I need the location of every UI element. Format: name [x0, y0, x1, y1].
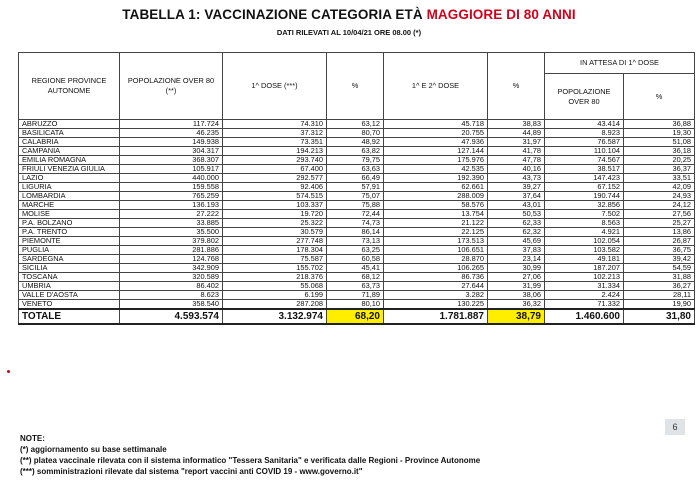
cell-regione: PUGLIA	[19, 246, 120, 255]
cell-dose1: 292.577	[223, 174, 327, 183]
cell-regione: CAMPANIA	[19, 147, 120, 156]
cell-dose1: 19.720	[223, 210, 327, 219]
cell-regione: CALABRIA	[19, 138, 120, 147]
cell-dose2: 3.282	[384, 291, 488, 300]
cell-pct1: 72,44	[327, 210, 384, 219]
cell-attesa-pct: 36,27	[624, 282, 695, 291]
table-row	[19, 129, 695, 138]
cell-pct1: 80,70	[327, 129, 384, 138]
cell-attesa-pct: 36,75	[624, 246, 695, 255]
table-row	[19, 120, 695, 129]
cell-pct2: 23,14	[488, 255, 545, 264]
total-cell-pct1: 68,20	[327, 309, 384, 324]
cell-attesa-pop: 74.567	[545, 156, 624, 165]
cell-attesa-pct: 39,42	[624, 255, 695, 264]
cell-pct1: 48,92	[327, 138, 384, 147]
cell-attesa-pop: 102.213	[545, 273, 624, 282]
table-row	[19, 138, 695, 147]
table-row	[19, 174, 695, 183]
cell-dose1: 194.213	[223, 147, 327, 156]
cell-attesa-pop: 71.332	[545, 300, 624, 310]
cell-attesa-pop: 7.502	[545, 210, 624, 219]
header-attesa-pop: POPOLAZIONE OVER 80	[545, 74, 624, 120]
total-cell-popolazione: 4.593.574	[120, 309, 223, 324]
cell-popolazione: 379.802	[120, 237, 223, 246]
cell-attesa-pct: 42,09	[624, 183, 695, 192]
cell-pct2: 37,83	[488, 246, 545, 255]
cell-attesa-pct: 25,27	[624, 219, 695, 228]
title-prefix: TABELLA 1: VACCINAZIONE CATEGORIA ETÀ	[122, 7, 427, 22]
red-dot-marker	[7, 370, 10, 373]
cell-regione: ABRUZZO	[19, 120, 120, 129]
cell-regione: VALLE D'AOSTA	[19, 291, 120, 300]
cell-dose1: 178.304	[223, 246, 327, 255]
total-cell-pct2: 38,79	[488, 309, 545, 324]
cell-attesa-pct: 19,30	[624, 129, 695, 138]
table-row	[19, 183, 695, 192]
cell-pct2: 44,89	[488, 129, 545, 138]
table-row	[19, 246, 695, 255]
cell-dose2: 20.755	[384, 129, 488, 138]
page-title	[0, 7, 698, 22]
cell-popolazione: 358.540	[120, 300, 223, 310]
notes-heading: NOTE:	[20, 434, 45, 443]
cell-dose2: 175.976	[384, 156, 488, 165]
cell-attesa-pct: 36,18	[624, 147, 695, 156]
cell-pct2: 27,06	[488, 273, 545, 282]
cell-popolazione: 320.589	[120, 273, 223, 282]
cell-regione: MOLISE	[19, 210, 120, 219]
cell-pct1: 75,07	[327, 192, 384, 201]
cell-attesa-pop: 102.054	[545, 237, 624, 246]
cell-pct2: 39,27	[488, 183, 545, 192]
cell-attesa-pct: 24,93	[624, 192, 695, 201]
table-row	[19, 219, 695, 228]
cell-pct2: 38,06	[488, 291, 545, 300]
cell-attesa-pop: 103.582	[545, 246, 624, 255]
cell-pct2: 43,73	[488, 174, 545, 183]
cell-regione: BASILICATA	[19, 129, 120, 138]
cell-dose1: 25.322	[223, 219, 327, 228]
cell-regione: FRIULI VENEZIA GIULIA	[19, 165, 120, 174]
cell-dose2: 288.009	[384, 192, 488, 201]
cell-attesa-pop: 8.563	[545, 219, 624, 228]
table-row	[19, 255, 695, 264]
cell-regione: LAZIO	[19, 174, 120, 183]
cell-popolazione: 105.917	[120, 165, 223, 174]
title-highlight: MAGGIORE DI 80 ANNI	[426, 7, 576, 22]
total-cell-attesa-pop: 1.460.600	[545, 309, 624, 324]
cell-dose1: 287.208	[223, 300, 327, 310]
cell-dose1: 30.579	[223, 228, 327, 237]
cell-pct1: 73,13	[327, 237, 384, 246]
cell-dose1: 103.337	[223, 201, 327, 210]
cell-popolazione: 159.558	[120, 183, 223, 192]
note-item: (**) platea vaccinale rilevata con il sistema informatico "Tessera Sanitaria" e verificata dalle Regioni - Province Autonome	[20, 456, 481, 465]
cell-pct2: 40,16	[488, 165, 545, 174]
cell-pct1: 63,12	[327, 120, 384, 129]
cell-attesa-pop: 43.414	[545, 120, 624, 129]
cell-pct1: 66,49	[327, 174, 384, 183]
cell-dose1: 293.740	[223, 156, 327, 165]
cell-pct1: 63,63	[327, 165, 384, 174]
cell-dose2: 130.225	[384, 300, 488, 310]
cell-dose1: 74.310	[223, 120, 327, 129]
cell-dose2: 42.535	[384, 165, 488, 174]
cell-regione: SICILIA	[19, 264, 120, 273]
table-row	[19, 156, 695, 165]
cell-regione: UMBRIA	[19, 282, 120, 291]
cell-popolazione: 8.623	[120, 291, 223, 300]
note-item: (***) somministrazioni rilevate dal sistema "report vaccini anti COVID 19 - www.governo.it"	[20, 467, 363, 476]
cell-dose2: 127.144	[384, 147, 488, 156]
cell-regione: P.A. BOLZANO	[19, 219, 120, 228]
header-regione: REGIONE PROVINCE AUTONOME	[19, 53, 120, 120]
table-row	[19, 291, 695, 300]
cell-pct2: 62,33	[488, 219, 545, 228]
header-dose2: 1^ E 2^ DOSE	[384, 53, 488, 120]
cell-dose1: 73.351	[223, 138, 327, 147]
cell-popolazione: 440.000	[120, 174, 223, 183]
notes	[20, 433, 480, 477]
vaccination-table	[18, 52, 695, 325]
cell-popolazione: 33.885	[120, 219, 223, 228]
cell-popolazione: 368.307	[120, 156, 223, 165]
table-row	[19, 273, 695, 282]
table-row	[19, 264, 695, 273]
cell-pct1: 80,10	[327, 300, 384, 310]
cell-attesa-pct: 24,12	[624, 201, 695, 210]
cell-dose2: 21.122	[384, 219, 488, 228]
cell-dose2: 192.390	[384, 174, 488, 183]
cell-pct2: 45,69	[488, 237, 545, 246]
header-pct1: %	[327, 53, 384, 120]
header-pct2: %	[488, 53, 545, 120]
cell-dose2: 173.513	[384, 237, 488, 246]
cell-pct2: 31,99	[488, 282, 545, 291]
cell-pct1: 63,25	[327, 246, 384, 255]
cell-popolazione: 304.317	[120, 147, 223, 156]
cell-pct1: 71,89	[327, 291, 384, 300]
total-row	[19, 309, 695, 324]
cell-popolazione: 27.222	[120, 210, 223, 219]
cell-pct2: 31,97	[488, 138, 545, 147]
cell-popolazione: 86.402	[120, 282, 223, 291]
cell-dose2: 27.644	[384, 282, 488, 291]
cell-attesa-pop: 38.517	[545, 165, 624, 174]
cell-attesa-pop: 190.744	[545, 192, 624, 201]
cell-dose1: 6.199	[223, 291, 327, 300]
cell-attesa-pct: 19,90	[624, 300, 695, 310]
cell-pct1: 45,41	[327, 264, 384, 273]
cell-popolazione: 765.259	[120, 192, 223, 201]
cell-pct1: 63,82	[327, 147, 384, 156]
table-row	[19, 282, 695, 291]
header-dose1: 1^ DOSE (***)	[223, 53, 327, 120]
cell-dose1: 92.406	[223, 183, 327, 192]
cell-popolazione: 136.193	[120, 201, 223, 210]
cell-dose2: 106.651	[384, 246, 488, 255]
cell-dose2: 45.718	[384, 120, 488, 129]
cell-attesa-pct: 28,11	[624, 291, 695, 300]
cell-pct2: 37,64	[488, 192, 545, 201]
cell-regione: MARCHE	[19, 201, 120, 210]
cell-pct1: 60,58	[327, 255, 384, 264]
table-row	[19, 300, 695, 310]
note-item: (*) aggiornamento su base settimanale	[20, 445, 167, 454]
cell-regione: TOSCANA	[19, 273, 120, 282]
cell-attesa-pop: 110.104	[545, 147, 624, 156]
cell-attesa-pct: 26,87	[624, 237, 695, 246]
cell-pct1: 68,12	[327, 273, 384, 282]
cell-dose1: 574.515	[223, 192, 327, 201]
cell-attesa-pop: 187.207	[545, 264, 624, 273]
table-row	[19, 147, 695, 156]
cell-popolazione: 46.235	[120, 129, 223, 138]
header-attesa: IN ATTESA DI 1^ DOSE	[545, 53, 695, 74]
cell-pct2: 30,99	[488, 264, 545, 273]
cell-attesa-pop: 76.587	[545, 138, 624, 147]
table-row	[19, 201, 695, 210]
cell-pct2: 36,32	[488, 300, 545, 310]
header-attesa-pct: %	[624, 74, 695, 120]
cell-pct2: 62,32	[488, 228, 545, 237]
cell-pct2: 47,78	[488, 156, 545, 165]
cell-dose2: 22.125	[384, 228, 488, 237]
cell-dose1: 37.312	[223, 129, 327, 138]
cell-dose1: 277.748	[223, 237, 327, 246]
cell-attesa-pop: 4.921	[545, 228, 624, 237]
cell-pct1: 79,75	[327, 156, 384, 165]
cell-dose1: 155.702	[223, 264, 327, 273]
cell-dose1: 67.400	[223, 165, 327, 174]
cell-dose2: 28.870	[384, 255, 488, 264]
cell-attesa-pct: 13,86	[624, 228, 695, 237]
cell-attesa-pct: 31,88	[624, 273, 695, 282]
cell-regione: VENETO	[19, 300, 120, 310]
cell-popolazione: 35.500	[120, 228, 223, 237]
cell-dose2: 62.661	[384, 183, 488, 192]
cell-attesa-pop: 2.424	[545, 291, 624, 300]
total-cell-attesa-pct: 31,80	[624, 309, 695, 324]
cell-pct2: 41,78	[488, 147, 545, 156]
cell-pct2: 43,01	[488, 201, 545, 210]
cell-attesa-pop: 49.181	[545, 255, 624, 264]
cell-dose2: 13.754	[384, 210, 488, 219]
cell-dose2: 58.576	[384, 201, 488, 210]
cell-dose2: 47.936	[384, 138, 488, 147]
table-row	[19, 165, 695, 174]
cell-popolazione: 281.886	[120, 246, 223, 255]
table-row	[19, 192, 695, 201]
cell-attesa-pop: 147.423	[545, 174, 624, 183]
table-body	[19, 120, 695, 325]
cell-pct2: 50,53	[488, 210, 545, 219]
total-cell-dose2: 1.781.887	[384, 309, 488, 324]
cell-attesa-pop: 67.152	[545, 183, 624, 192]
cell-dose1: 75.587	[223, 255, 327, 264]
cell-attesa-pop: 31.334	[545, 282, 624, 291]
cell-regione: PIEMONTE	[19, 237, 120, 246]
total-cell-regione: TOTALE	[19, 309, 120, 324]
cell-dose1: 55.068	[223, 282, 327, 291]
cell-regione: P.A. TRENTO	[19, 228, 120, 237]
cell-regione: LOMBARDIA	[19, 192, 120, 201]
cell-attesa-pct: 33,51	[624, 174, 695, 183]
table-row	[19, 237, 695, 246]
cell-popolazione: 342.909	[120, 264, 223, 273]
cell-attesa-pct: 36,37	[624, 165, 695, 174]
cell-pct1: 74,73	[327, 219, 384, 228]
cell-attesa-pop: 32.856	[545, 201, 624, 210]
cell-popolazione: 124.768	[120, 255, 223, 264]
cell-attesa-pct: 20,25	[624, 156, 695, 165]
cell-pct1: 57,91	[327, 183, 384, 192]
cell-popolazione: 149.938	[120, 138, 223, 147]
table-row	[19, 210, 695, 219]
page-number: 6	[665, 419, 685, 435]
cell-pct1: 75,88	[327, 201, 384, 210]
cell-regione: LIGURIA	[19, 183, 120, 192]
cell-attesa-pct: 36,88	[624, 120, 695, 129]
cell-pct1: 63,73	[327, 282, 384, 291]
header-popolazione: POPOLAZIONE OVER 80 (**)	[120, 53, 223, 120]
cell-pct1: 86,14	[327, 228, 384, 237]
cell-attesa-pct: 51,08	[624, 138, 695, 147]
total-cell-dose1: 3.132.974	[223, 309, 327, 324]
cell-dose2: 86.736	[384, 273, 488, 282]
cell-regione: EMILIA ROMAGNA	[19, 156, 120, 165]
cell-regione: SARDEGNA	[19, 255, 120, 264]
cell-attesa-pct: 54,59	[624, 264, 695, 273]
cell-popolazione: 117.724	[120, 120, 223, 129]
cell-dose2: 106.265	[384, 264, 488, 273]
cell-attesa-pop: 8.923	[545, 129, 624, 138]
page-subtitle: DATI RILEVATI AL 10/04/21 ORE 08.00 (*)	[276, 28, 422, 37]
cell-dose1: 218.376	[223, 273, 327, 282]
cell-attesa-pct: 27,56	[624, 210, 695, 219]
cell-pct2: 38,83	[488, 120, 545, 129]
table-row	[19, 228, 695, 237]
